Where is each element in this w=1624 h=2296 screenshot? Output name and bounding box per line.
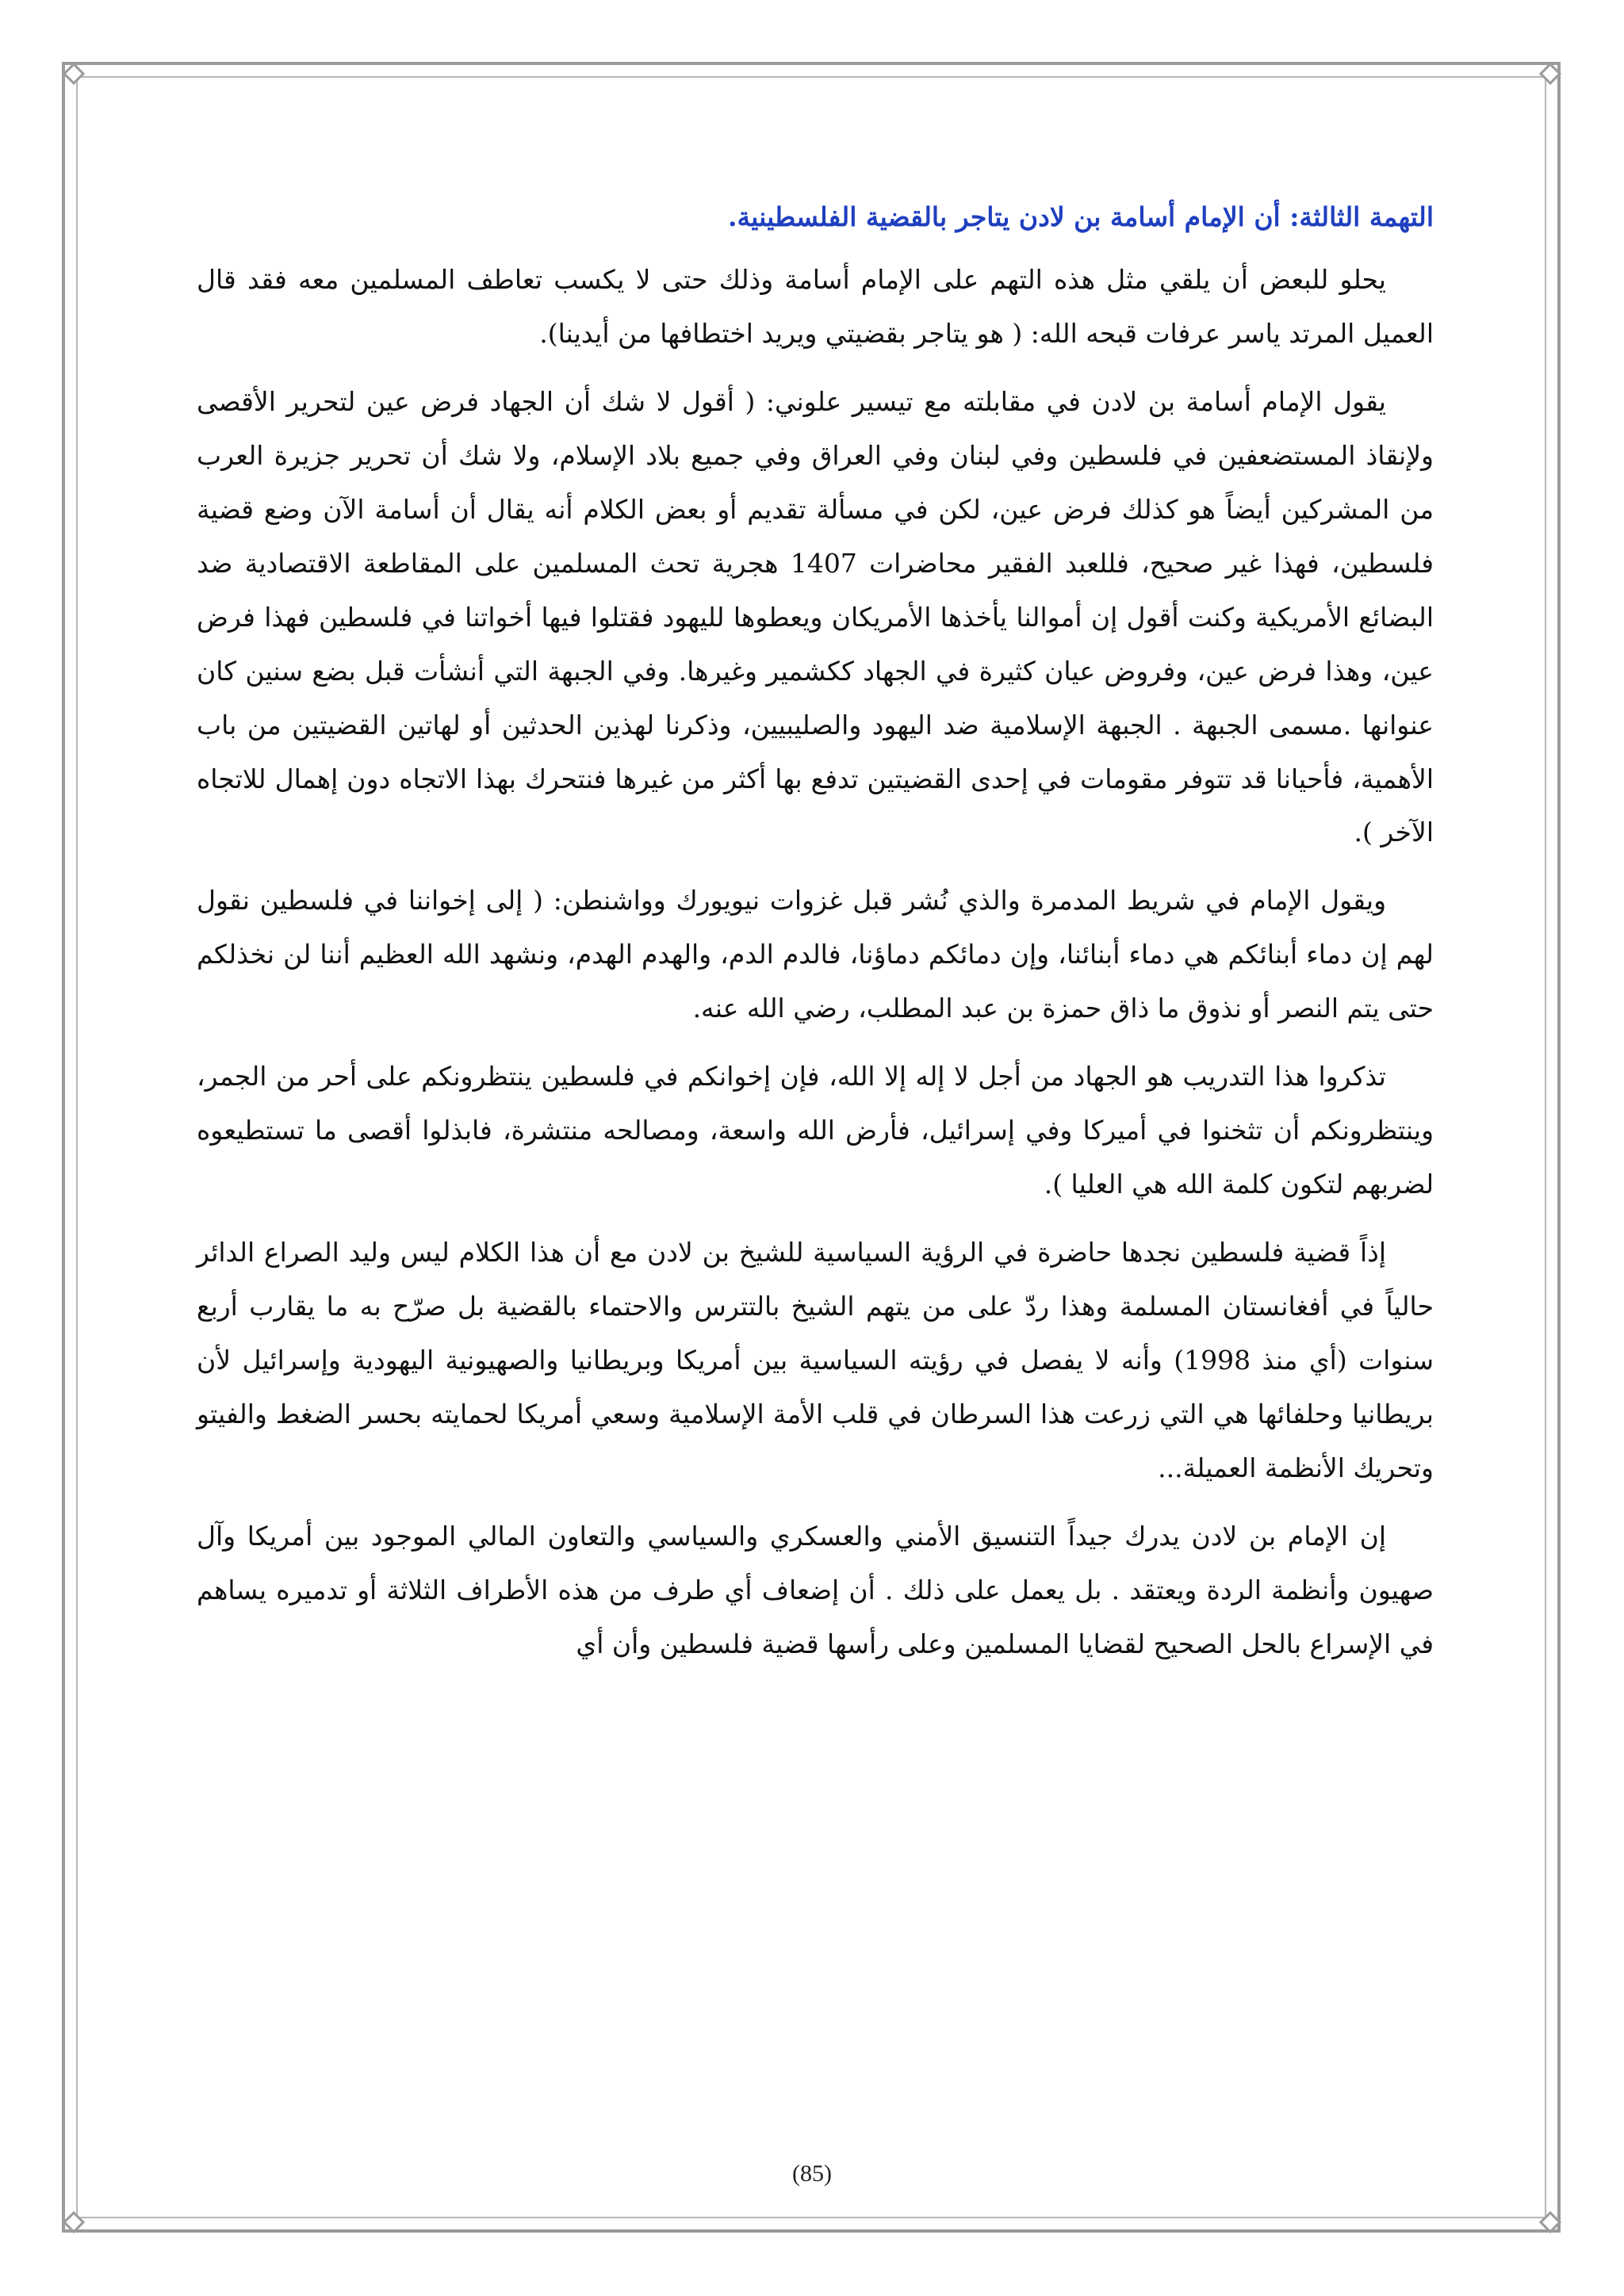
page-number: (85) — [792, 2160, 832, 2187]
section-heading: التهمة الثالثة: أن الإمام أسامة بن لادن يتاجر بالقضية الفلسطينية. — [727, 201, 1434, 232]
paragraph-6: إن الإمام بن لادن يدرك جيداً التنسيق الأمني والعسكري والسياسي والتعاون المالي الموجود بين أمريكا وآل صهيون وأنظمة الردة ويعتقد . بل يعمل على ذلك . أن إضعاف أي طرف من هذه الأطراف الثلاثة أو تدميره يساهم في الإسراع بالحل الصحيح لقضايا المسلمين وعلى رأسها قضية فلسطين وأن أي — [197, 1521, 1434, 1660]
page-content — [197, 197, 1434, 1686]
paragraph-2: يقول الإمام أسامة بن لادن في مقابلته مع تيسير علوني: ( أقول لا شك أن الجهاد فرض عين لتحرير الأقصى ولإنقاذ المستضعفين في فلسطين وفي لبنان وفي العراق وفي جميع بلاد الإسلام، ولا شك أن تحرير جزيرة العرب من المشركين أيضاً هو كذلك فرض عين، لكن في مسألة تقديم أو بعض الكلام أنه يقال أن أسامة الآن وضع قضية فلسطين، فهذا غير صحيح، فللعبد الفقير محاضرات 1407 هجرية تحث المسلمين على المقاطعة الاقتصادية ضد البضائع الأمريكية وكنت أقول إن أموالنا يأخذها الأمريكان ويعطوها لليهود فقتلوا فيها أخواتنا في فلسطين فهذا فرض عين، وهذا فرض عين، وفروض عيان كثيرة في الجهاد ككشمير وغيرها. وفي الجبهة التي أنشأت قبل بضع سنين كان عنوانها .مسمى الجبهة . الجبهة الإسلامية ضد اليهود والصليبيين، وذكرنا لهذين الحدثين أو لهاتين القضيتين من باب الأهمية، فأحيانا قد تتوفر مقومات في إحدى القضيتين تدفع بها أكثر من غيرها فنتحرك بهذا الاتجاه دون إهمال للاتجاه الآخر ). — [197, 385, 1434, 848]
paragraph-3: ويقول الإمام في شريط المدمرة والذي نُشر قبل غزوات نيويورك وواشنطن: ( إلى إخواننا في فلسطين نقول لهم إن دماء أبنائكم هي دماء أبنائنا، وإن دمائكم دماؤنا، فالدم الدم، والهدم الهدم، ونشهد الله العظيم أننا لن نخذلكم حتى يتم النصر أو نذوق ما ذاق حمزة بن عبد المطلب، رضي الله عنه. — [197, 885, 1434, 1024]
paragraph-4: تذكروا هذا التدريب هو الجهاد من أجل لا إله إلا الله، فإن إخوانكم في فلسطين ينتظرونكم على أحر من الجمر، وينتظرونكم أن تثخنوا في أميركا وفي إسرائيل، فأرض الله واسعة، ومصالحه منتشرة، فابذلوا أقصى ما تستطيعوه لضربهم لتكون كلمة الله هي العليا ). — [197, 1061, 1434, 1200]
paragraph-5: إذاً قضية فلسطين نجدها حاضرة في الرؤية السياسية للشيخ بن لادن مع أن هذا الكلام ليس وليد الصراع الدائر حالياً في أفغانستان المسلمة وهذا ردّ على من يتهم الشيخ بالتترس والاحتماء بالقضية بل صرّح به ما يقارب أربع سنوات (أي منذ 1998) وأنه لا يفصل في رؤيته السياسية بين أمريكا وبريطانيا والصهيونية اليهودية وإسرائيل لأن بريطانيا وحلفائها هي التي زرعت هذا السرطان في قلب الأمة الإسلامية وسعي أمريكا لحمايته بحسر الضغط والفيتو وتحريك الأنظمة العميلة... — [197, 1237, 1434, 1484]
paragraph-1: يحلو للبعض أن يلقي مثل هذه التهم على الإمام أسامة وذلك حتى لا يكسب تعاطف المسلمين معه فقد قال العميل المرتد ياسر عرفات قبحه الله: ( هو يتاجر بقضيتي ويريد اختطافها من أيدينا). — [197, 263, 1434, 349]
